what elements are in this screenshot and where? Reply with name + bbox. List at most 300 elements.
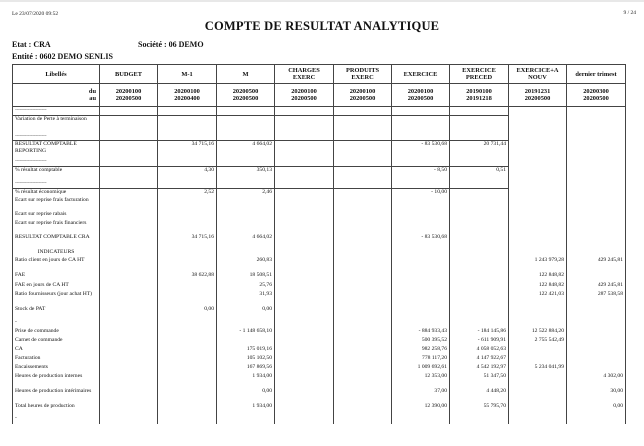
- cell-value: [334, 158, 392, 167]
- cell-value: 12 390,00: [392, 403, 450, 415]
- cell-value: [275, 373, 334, 388]
- cell-value: [158, 158, 217, 167]
- cell-value: [158, 107, 217, 116]
- cell-value: [100, 234, 158, 249]
- cell-value: [275, 282, 334, 291]
- cell-value: [450, 133, 509, 141]
- cell-value: 4 542 192,97: [450, 364, 509, 373]
- row-label: Ratio client en jours de CA HT: [13, 257, 100, 272]
- cell-value: [275, 337, 334, 346]
- table-row: [13, 180, 626, 189]
- table-row: [13, 141, 626, 159]
- cell-value: [100, 107, 158, 116]
- cell-value: [334, 346, 392, 355]
- row-label: Ecart sur reprise frais financiers: [13, 220, 100, 234]
- cell-value: [392, 272, 450, 282]
- cell-value: 12 353,00: [392, 373, 450, 388]
- cell-value: [334, 141, 392, 159]
- cell-value: [158, 291, 217, 306]
- cell-value: [392, 211, 450, 220]
- cell-value: [334, 388, 392, 403]
- cell-value: [158, 249, 217, 257]
- report-body: [13, 107, 626, 425]
- cell-value: [158, 257, 217, 272]
- page-top-edge: [0, 0, 644, 2]
- row-label: Ecart sur reprise rabais: [13, 211, 100, 220]
- cell-value: 0,00: [567, 403, 626, 415]
- cell-value: [450, 291, 509, 306]
- cell-value: [334, 116, 392, 134]
- cell-value: [217, 249, 275, 257]
- table-row: [13, 388, 626, 403]
- cell-value: [334, 328, 392, 337]
- cell-value: [275, 364, 334, 373]
- cell-value: 55 795,70: [450, 403, 509, 415]
- cell-value: [100, 211, 158, 220]
- cell-value: [509, 220, 567, 234]
- cell-value: [509, 373, 567, 388]
- cell-value: [334, 282, 392, 291]
- cell-value: [275, 328, 334, 337]
- cell-value: [567, 355, 626, 364]
- cell-value: [217, 197, 275, 211]
- cell-value: 2,52: [158, 189, 217, 198]
- col-header-m-1: M-1: [158, 65, 217, 84]
- cell-value: [217, 158, 275, 167]
- row-label: % résultat économique: [13, 189, 100, 198]
- date-range-charges-exerc: 20200100 20200500: [275, 84, 334, 107]
- cell-value: [334, 373, 392, 388]
- cell-value: 350,13: [217, 167, 275, 181]
- cell-value: [334, 220, 392, 234]
- cell-value: [334, 211, 392, 220]
- date-range-m: 20200500 20200500: [217, 84, 275, 107]
- cell-value: [509, 133, 567, 141]
- cell-value: [450, 306, 509, 319]
- cell-value: [567, 249, 626, 257]
- cell-value: [158, 355, 217, 364]
- cell-value: [334, 189, 392, 198]
- cell-value: 0,00: [217, 306, 275, 319]
- col-header-libelles: Libellés: [13, 65, 100, 84]
- cell-value: [334, 272, 392, 282]
- cell-value: [217, 133, 275, 141]
- col-header-m: M: [217, 65, 275, 84]
- cell-value: [100, 403, 158, 415]
- table-row: [13, 257, 626, 272]
- cell-value: [450, 197, 509, 211]
- cell-value: [509, 107, 567, 116]
- cell-value: [275, 319, 334, 328]
- cell-value: [392, 306, 450, 319]
- table-row: [13, 249, 626, 257]
- cell-value: 500 395,52: [392, 337, 450, 346]
- cell-value: 38 622,88: [158, 272, 217, 282]
- date-range-exercice-a-nouv: 20191231 20200500: [509, 84, 567, 107]
- row-label: Facturation: [13, 355, 100, 364]
- table-row: [13, 373, 626, 388]
- cell-value: 34 715,16: [158, 141, 217, 159]
- cell-value: [100, 415, 158, 424]
- row-label: Ecart sur reprise frais facturation: [13, 197, 100, 211]
- cell-value: [392, 319, 450, 328]
- cell-value: [100, 167, 158, 181]
- cell-value: [100, 282, 158, 291]
- cell-value: [275, 133, 334, 141]
- cell-value: [392, 257, 450, 272]
- row-label: FAE en jours de CA HT: [13, 282, 100, 291]
- cell-value: [275, 116, 334, 134]
- table-row: [13, 328, 626, 337]
- date-range-m-1: 20200100 20200400: [158, 84, 217, 107]
- cell-value: [275, 306, 334, 319]
- cell-value: [567, 180, 626, 189]
- cell-value: [509, 141, 567, 159]
- cell-value: [100, 373, 158, 388]
- cell-value: 4 147 922,67: [450, 355, 509, 364]
- cell-value: [334, 337, 392, 346]
- cell-value: [100, 257, 158, 272]
- cell-value: 4 302,00: [567, 373, 626, 388]
- table-row: [13, 403, 626, 415]
- table-row: [13, 189, 626, 198]
- row-label: Prise de commande: [13, 328, 100, 337]
- date-range-row: [13, 84, 626, 107]
- cell-value: [100, 133, 158, 141]
- cell-value: [450, 272, 509, 282]
- cell-value: [334, 133, 392, 141]
- cell-value: [334, 234, 392, 249]
- cell-value: [392, 116, 450, 134]
- col-header-produits-exerc: PRODUITS EXERC: [334, 65, 392, 84]
- cell-value: [275, 388, 334, 403]
- cell-value: [100, 141, 158, 159]
- cell-value: - 8,50: [392, 167, 450, 181]
- cell-value: [509, 167, 567, 181]
- table-row: [13, 306, 626, 319]
- cell-value: 34 715,16: [158, 234, 217, 249]
- col-header-charges-exerc: CHARGES EXERC: [275, 65, 334, 84]
- cell-value: [158, 319, 217, 328]
- cell-value: [100, 116, 158, 134]
- cell-value: [450, 234, 509, 249]
- cell-value: [334, 197, 392, 211]
- row-label: Total heures de production: [13, 403, 100, 415]
- cell-value: [567, 328, 626, 337]
- table-row: [13, 116, 626, 134]
- cell-value: [100, 306, 158, 319]
- cell-value: [567, 167, 626, 181]
- cell-value: [509, 197, 567, 211]
- table-row: [13, 220, 626, 234]
- cell-value: [567, 337, 626, 346]
- cell-value: 1 934,00: [217, 373, 275, 388]
- etat-label: Etat : CRA: [12, 40, 51, 49]
- cell-value: [567, 116, 626, 134]
- cell-value: 4 448,20: [450, 388, 509, 403]
- cell-value: [334, 355, 392, 364]
- cell-value: [100, 158, 158, 167]
- cell-value: [158, 133, 217, 141]
- cell-value: [275, 158, 334, 167]
- cell-value: 122 848,82: [509, 282, 567, 291]
- cell-value: [567, 133, 626, 141]
- row-label: Carnet de commande: [13, 337, 100, 346]
- cell-value: [334, 415, 392, 424]
- cell-value: [334, 257, 392, 272]
- row-label: --------------------: [13, 107, 100, 116]
- cell-value: [158, 197, 217, 211]
- column-header-row: [13, 65, 626, 84]
- cell-value: [158, 180, 217, 189]
- date-range-budget: 20200100 20200500: [100, 84, 158, 107]
- cell-value: [100, 189, 158, 198]
- cell-value: [509, 306, 567, 319]
- row-label: % résultat comptable: [13, 167, 100, 181]
- cell-value: [334, 364, 392, 373]
- cell-value: [509, 388, 567, 403]
- cell-value: 12 522 884,20: [509, 328, 567, 337]
- cell-value: [275, 249, 334, 257]
- cell-value: [158, 403, 217, 415]
- cell-value: [217, 319, 275, 328]
- date-range-exercice-preced: 20190100 20191218: [450, 84, 509, 107]
- cell-value: [450, 158, 509, 167]
- cell-value: [275, 257, 334, 272]
- cell-value: [100, 291, 158, 306]
- report-title: COMPTE DE RESULTAT ANALYTIQUE: [204, 19, 440, 33]
- cell-value: [334, 319, 392, 328]
- cell-value: [158, 415, 217, 424]
- cell-value: [509, 355, 567, 364]
- cell-value: [275, 272, 334, 282]
- cell-value: [509, 116, 567, 134]
- row-label: Heures de production intérimaires: [13, 388, 100, 403]
- cell-value: [217, 116, 275, 134]
- cell-value: [509, 180, 567, 189]
- row-label: CA: [13, 346, 100, 355]
- cell-value: [567, 220, 626, 234]
- cell-value: [567, 211, 626, 220]
- table-row: [13, 234, 626, 249]
- cell-value: - 83 530,68: [392, 234, 450, 249]
- date-range-label: du au: [13, 84, 100, 107]
- cell-value: 982 258,76: [392, 346, 450, 355]
- table-row: [13, 167, 626, 181]
- report-table: [12, 64, 626, 424]
- cell-value: - 10,00: [392, 189, 450, 198]
- cell-value: [450, 415, 509, 424]
- cell-value: [392, 197, 450, 211]
- cell-value: [450, 107, 509, 116]
- col-header-exercice-a-nouv: EXERCICE+A NOUV: [509, 65, 567, 84]
- table-row: [13, 355, 626, 364]
- cell-value: [450, 180, 509, 189]
- table-row: [13, 272, 626, 282]
- cell-value: 4 664,02: [217, 141, 275, 159]
- cell-value: 4 058 052,63: [450, 346, 509, 355]
- cell-value: [275, 141, 334, 159]
- cell-value: [450, 211, 509, 220]
- cell-value: [567, 272, 626, 282]
- table-row: [13, 415, 626, 424]
- cell-value: 2,46: [217, 189, 275, 198]
- table-row: [13, 346, 626, 355]
- cell-value: [334, 291, 392, 306]
- cell-value: [392, 133, 450, 141]
- cell-value: [100, 364, 158, 373]
- row-label: FAE: [13, 272, 100, 282]
- cell-value: 122 421,03: [509, 291, 567, 306]
- table-row: [13, 133, 626, 141]
- cell-value: [509, 346, 567, 355]
- row-label: Stock de PAT: [13, 306, 100, 319]
- row-label: --------------------: [13, 180, 100, 189]
- cell-value: 1 934,00: [217, 403, 275, 415]
- cell-value: [567, 234, 626, 249]
- page-number: 9 / 24: [623, 10, 636, 16]
- cell-value: - 884 933,43: [392, 328, 450, 337]
- cell-value: 1 009 692,61: [392, 364, 450, 373]
- cell-value: [275, 167, 334, 181]
- societe-label: Société : 06 DEMO: [138, 40, 204, 49]
- table-row: [13, 197, 626, 211]
- cell-value: [334, 180, 392, 189]
- cell-value: [100, 328, 158, 337]
- table-row: [13, 211, 626, 220]
- cell-value: [158, 116, 217, 134]
- cell-value: [100, 319, 158, 328]
- row-label: Heures de production internes: [13, 373, 100, 388]
- cell-value: [509, 319, 567, 328]
- cell-value: 287 538,58: [567, 291, 626, 306]
- cell-value: [567, 346, 626, 355]
- cell-value: 25,76: [217, 282, 275, 291]
- cell-value: [509, 189, 567, 198]
- cell-value: 0,51: [450, 167, 509, 181]
- cell-value: [100, 249, 158, 257]
- cell-value: [450, 189, 509, 198]
- cell-value: [217, 180, 275, 189]
- cell-value: - 83 530,68: [392, 141, 450, 159]
- row-label: --------------------: [13, 158, 100, 167]
- cell-value: [334, 107, 392, 116]
- cell-value: [158, 364, 217, 373]
- cell-value: 105 102,50: [217, 355, 275, 364]
- cell-value: [158, 373, 217, 388]
- cell-value: [567, 319, 626, 328]
- cell-value: [275, 234, 334, 249]
- date-range-produits-exerc: 20200100 20200500: [334, 84, 392, 107]
- cell-value: [275, 197, 334, 211]
- cell-value: [567, 364, 626, 373]
- cell-value: [334, 167, 392, 181]
- cell-value: [567, 158, 626, 167]
- cell-value: [158, 328, 217, 337]
- cell-value: 260,83: [217, 257, 275, 272]
- cell-value: [275, 211, 334, 220]
- cell-value: [509, 211, 567, 220]
- cell-value: 18 508,51: [217, 272, 275, 282]
- cell-value: [275, 403, 334, 415]
- cell-value: [217, 415, 275, 424]
- cell-value: [567, 415, 626, 424]
- cell-value: [509, 403, 567, 415]
- date-range-exercice: 20200100 20200500: [392, 84, 450, 107]
- row-label: --------------------: [13, 133, 100, 141]
- col-header-exercice-preced: EXERCICE PRECED: [450, 65, 509, 84]
- cell-value: 122 848,82: [509, 272, 567, 282]
- cell-value: [158, 220, 217, 234]
- cell-value: 37,00: [392, 388, 450, 403]
- cell-value: 429 245,81: [567, 257, 626, 272]
- cell-value: [392, 180, 450, 189]
- table-row: [13, 107, 626, 116]
- table-row: [13, 319, 626, 328]
- cell-value: [217, 107, 275, 116]
- cell-value: [275, 107, 334, 116]
- cell-value: [567, 306, 626, 319]
- cell-value: 167 869,56: [217, 364, 275, 373]
- cell-value: [100, 337, 158, 346]
- row-label: INDICATEURS: [13, 249, 100, 257]
- cell-value: [158, 388, 217, 403]
- cell-value: [158, 346, 217, 355]
- cell-value: [567, 107, 626, 116]
- cell-value: [275, 189, 334, 198]
- cell-value: [217, 337, 275, 346]
- entite-label: Entité : 0602 DEMO SENLIS: [12, 52, 113, 61]
- cell-value: [392, 415, 450, 424]
- cell-value: [509, 415, 567, 424]
- cell-value: [275, 291, 334, 306]
- cell-value: [275, 180, 334, 189]
- table-row: [13, 364, 626, 373]
- cell-value: [450, 257, 509, 272]
- date-range-dernier-trimest: 20200300 20200500: [567, 84, 626, 107]
- cell-value: [158, 211, 217, 220]
- cell-value: [217, 211, 275, 220]
- cell-value: - 611 909,91: [450, 337, 509, 346]
- col-header-dernier-trimest: dernier trimest: [567, 65, 626, 84]
- cell-value: [217, 220, 275, 234]
- cell-value: [100, 220, 158, 234]
- cell-value: 429 245,81: [567, 282, 626, 291]
- row-label: -: [13, 319, 100, 328]
- cell-value: [100, 180, 158, 189]
- cell-value: [158, 337, 217, 346]
- row-label: -: [13, 415, 100, 424]
- cell-value: 4 664,02: [217, 234, 275, 249]
- cell-value: 4,30: [158, 167, 217, 181]
- cell-value: [275, 355, 334, 364]
- cell-value: 31,93: [217, 291, 275, 306]
- cell-value: [392, 249, 450, 257]
- cell-value: [334, 306, 392, 319]
- cell-value: [334, 249, 392, 257]
- row-label: RESULTAT COMPTABLE CRA: [13, 234, 100, 249]
- cell-value: 51 347,50: [450, 373, 509, 388]
- cell-value: [509, 158, 567, 167]
- cell-value: [158, 282, 217, 291]
- cell-value: [450, 116, 509, 134]
- table-row: [13, 337, 626, 346]
- cell-value: [392, 220, 450, 234]
- cell-value: [334, 403, 392, 415]
- row-label: Variation de Perte à terminaison: [13, 116, 100, 134]
- cell-value: [567, 141, 626, 159]
- cell-value: [100, 355, 158, 364]
